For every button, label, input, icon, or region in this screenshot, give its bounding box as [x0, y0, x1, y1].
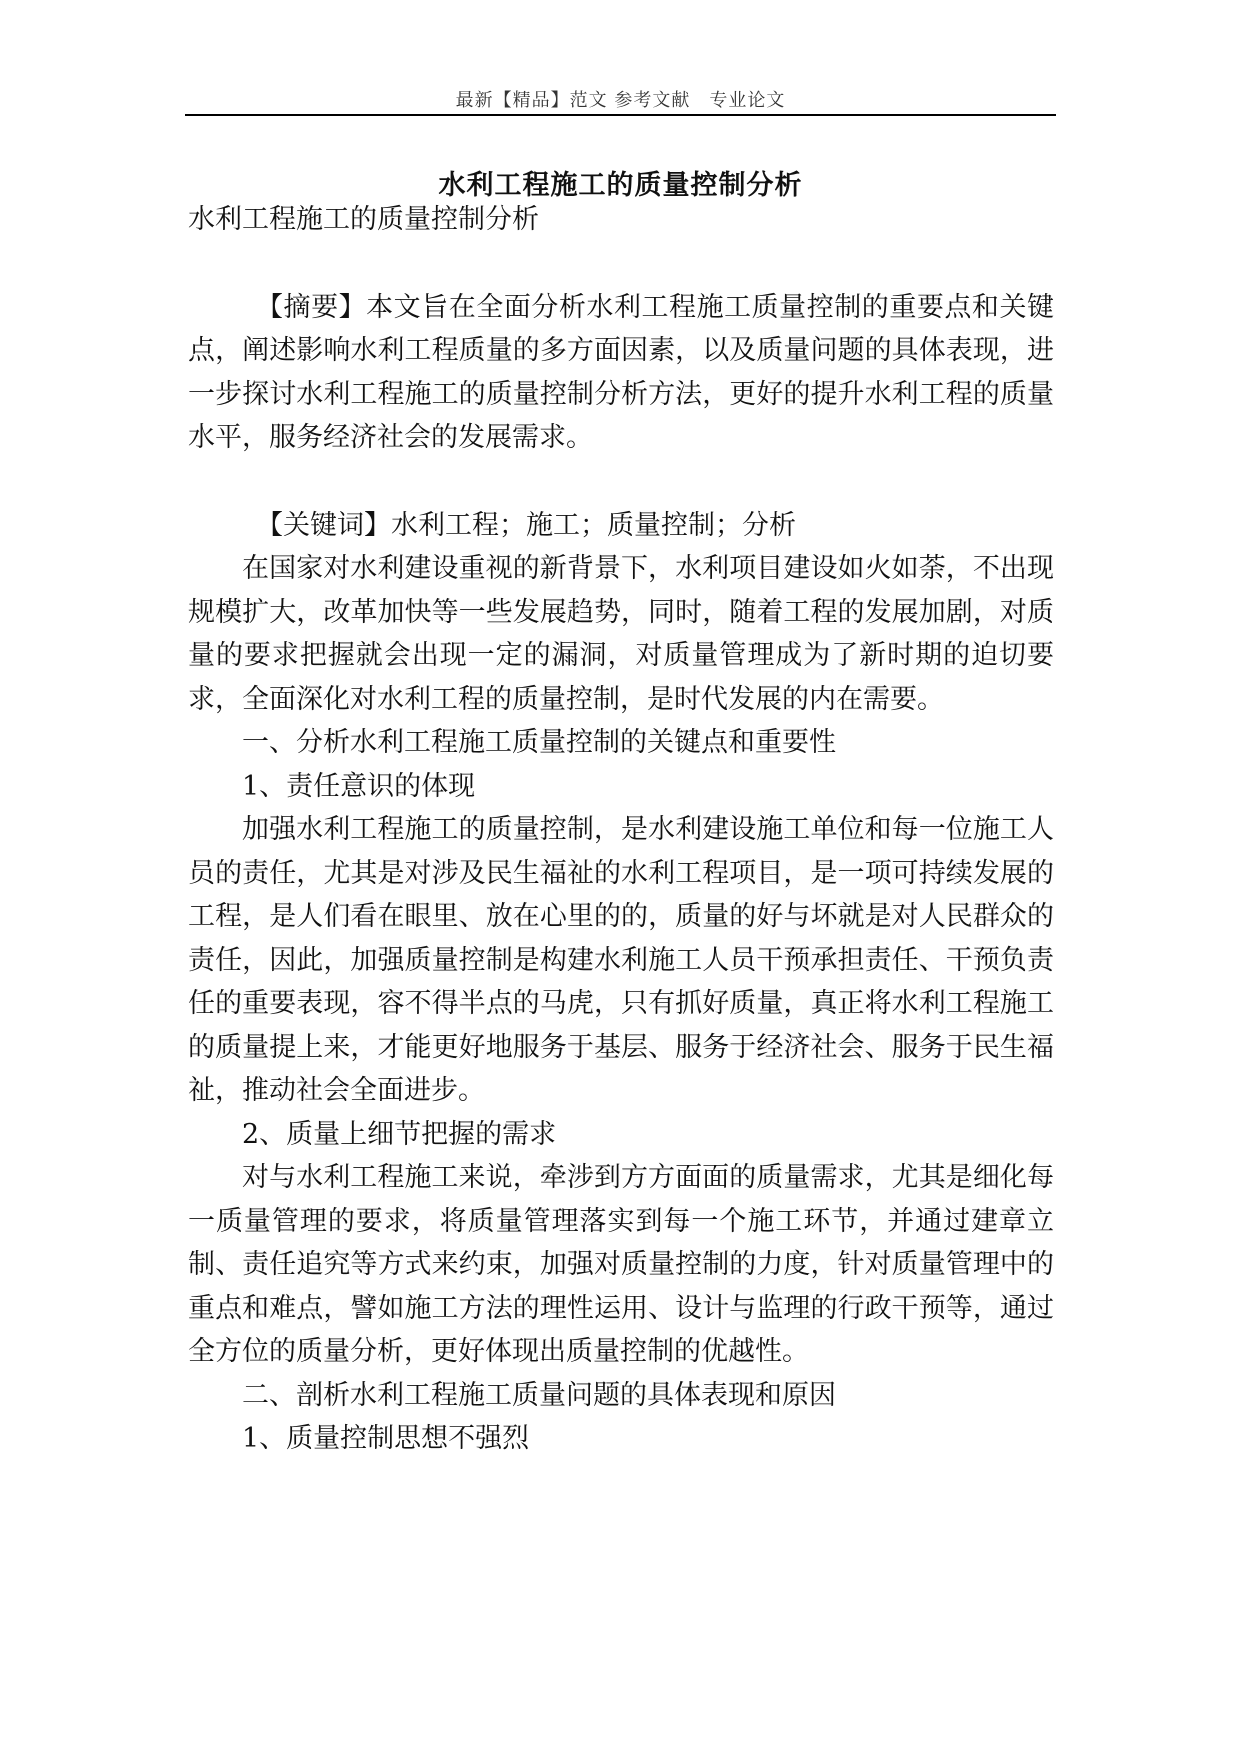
subsection-heading: 1、责任意识的体现 — [242, 770, 476, 802]
page-header: 最新【精品】范文 参考文献 专业论文 — [455, 90, 786, 111]
spacer — [188, 242, 1054, 286]
document-body — [188, 198, 1054, 1461]
body-paragraph: 加强水利工程施工的质量控制，是水利建设施工单位和每一位施工人员的责任，尤其是对涉及民生福祉的水利工程项目，是一项可持续发展的工程，是人们看在眼里、放在心里的的，质量的好与坏就是对人民群众的责任，因此，加强质量控制是构建水利施工人员干预承担责任、干预负责任的重要表现，容不得半点的马虎，只有抓好质量，真正将水利工程施工的质量提上来，才能更好地服务于基层、服务于经济社会、服务于民生福祉，推动社会全面进步。 — [188, 814, 1054, 1106]
document-subtitle: 水利工程施工的质量控制分析 — [188, 204, 539, 235]
keywords-paragraph: 【关键词】水利工程；施工；质量控制；分析 — [256, 509, 796, 541]
subsection-heading: 1、质量控制思想不强烈 — [242, 1423, 530, 1454]
section-heading: 一、分析水利工程施工质量控制的关键点和重要性 — [242, 727, 836, 758]
header-rule — [185, 114, 1056, 116]
spacer — [188, 460, 1054, 504]
document-title: 水利工程施工的质量控制分析 — [438, 170, 803, 201]
abstract-paragraph: 【摘要】本文旨在全面分析水利工程施工质量控制的重要点和关键点，阐述影响水利工程质量的多方面因素，以及质量问题的具体表现，进一步探讨水利工程施工的质量控制分析方法，更好的提升水利工程的质量水平，服务经济社会的发展需求。 — [188, 291, 1054, 453]
section-heading: 二、剖析水利工程施工质量问题的具体表现和原因 — [242, 1379, 836, 1411]
subsection-heading: 2、质量上细节把握的需求 — [242, 1118, 557, 1150]
body-paragraph: 对与水利工程施工来说，牵涉到方方面面的质量需求，尤其是细化每一质量管理的要求，将质量管理落实到每一个施工环节，并通过建章立制、责任追究等方式来约束，加强对质量控制的力度，针对质量管理中的重点和难点，譬如施工方法的理性运用、设计与监理的行政干预等，通过全方位的质量分析，更好体现出质量控制的优越性。 — [188, 1162, 1054, 1367]
intro-paragraph: 在国家对水利建设重视的新背景下，水利项目建设如火如荼，不出现规模扩大，改革加快等一些发展趋势，同时，随着工程的发展加剧，对质量的要求把握就会出现一定的漏洞，对质量管理成为了新时期的迫切要求，全面深化对水利工程的质量控制，是时代发展的内在需要。 — [188, 553, 1054, 715]
